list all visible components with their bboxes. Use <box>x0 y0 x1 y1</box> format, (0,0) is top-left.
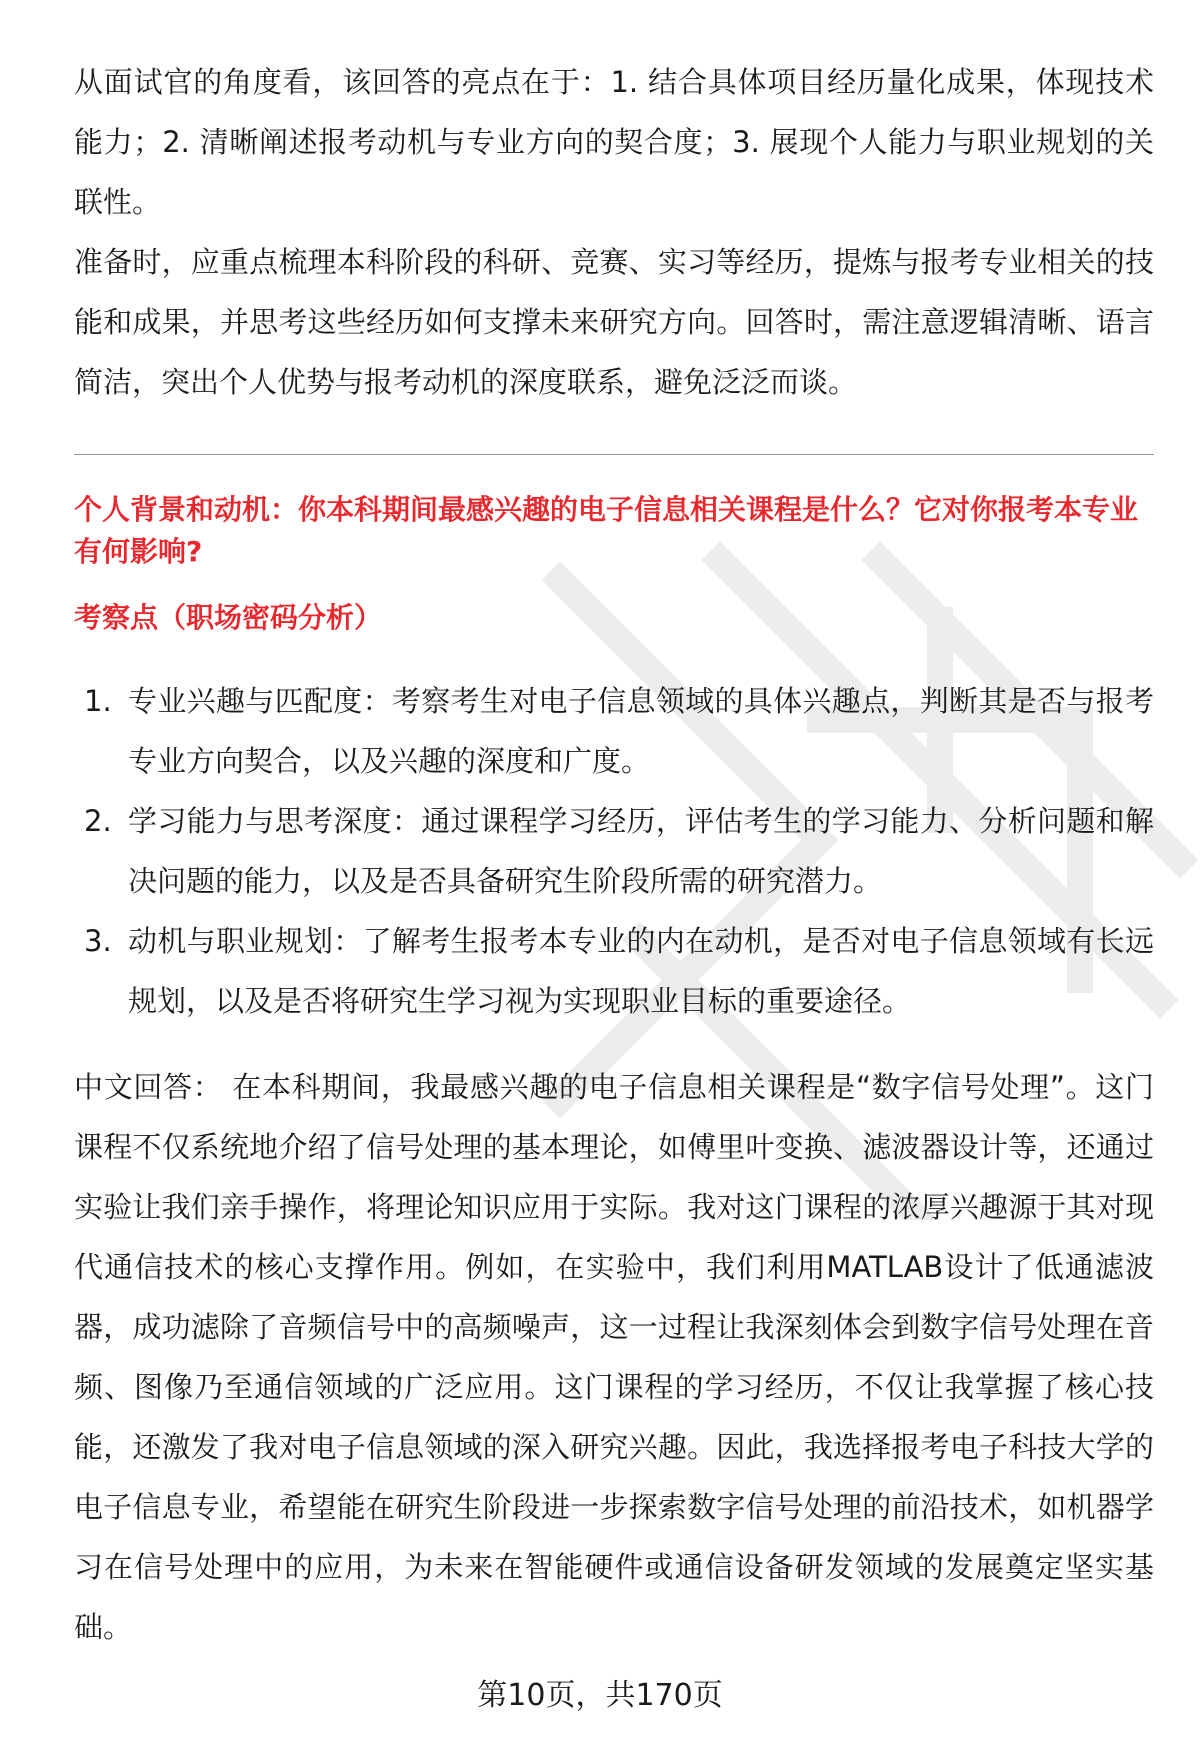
list-item <box>74 791 1154 911</box>
intro-paragraph-1: 从面试官的角度看，该回答的亮点在于：1. 结合具体项目经历量化成果，体现技术能力；2. 清晰阐述报考动机与专业方向的契合度；3. 展现个人能力与职业规划的关联性。 <box>74 65 1154 219</box>
analysis-points-list <box>74 671 1154 1031</box>
list-item-text: 专业兴趣与匹配度：考察考生对电子信息领域的具体兴趣点，判断其是否与报考专业方向契合，以及兴趣的深度和广度。 <box>128 684 1154 778</box>
intro-paragraph-2: 准备时，应重点梳理本科阶段的科研、竞赛、实习等经历，提炼与报考专业相关的技能和成果，并思考这些经历如何支撑未来研究方向。回答时，需注意逻辑清晰、语言简洁，突出个人优势与报考动机的深度联系，避免泛泛而谈。 <box>74 245 1154 399</box>
list-item-text: 学习能力与思考深度：通过课程学习经历，评估考生的学习能力、分析问题和解决问题的能力，以及是否具备研究生阶段所需的研究潜力。 <box>128 804 1154 898</box>
list-item-number: 1. <box>84 684 112 718</box>
list-item <box>74 911 1154 1031</box>
page-content <box>74 52 1154 1657</box>
list-item <box>74 671 1154 791</box>
analysis-heading: 考察点（职场密码分析） <box>74 601 383 634</box>
section-divider <box>74 454 1154 455</box>
list-item-number: 3. <box>84 924 112 958</box>
page-number: 第10页，共170页 <box>477 1678 723 1713</box>
list-item-text: 动机与职业规划：了解考生报考本专业的内在动机，是否对电子信息领域有长远规划，以及是否将研究生学习视为实现职业目标的重要途径。 <box>128 924 1154 1018</box>
answer-paragraph: 中文回答： 在本科期间，我最感兴趣的电子信息相关课程是“数字信号处理”。这门课程不仅系统地介绍了信号处理的基本理论，如傅里叶变换、滤波器设计等，还通过实验让我们亲手操作，将理论知识应用于实际。我对这门课程的浓厚兴趣源于其对现代通信技术的核心支撑作用。例如，在实验中，我们利用MATLAB设计了低通滤波器，成功滤除了音频信号中的高频噪声，这一过程让我深刻体会到数字信号处理在音频、图像乃至通信领域的广泛应用。这门课程的学习经历，不仅让我掌握了核心技能，还激发了我对电子信息领域的深入研究兴趣。因此，我选择报考电子科技大学的电子信息专业，希望能在研究生阶段进一步探索数字信号处理的前沿技术，如机器学习在信号处理中的应用，为未来在智能硬件或通信设备研发领域的发展奠定坚实基础。 <box>74 1070 1154 1644</box>
list-item-number: 2. <box>84 804 112 838</box>
question-title: 个人背景和动机：你本科期间最感兴趣的电子信息相关课程是什么？它对你报考本专业有何影响? <box>74 493 1139 568</box>
